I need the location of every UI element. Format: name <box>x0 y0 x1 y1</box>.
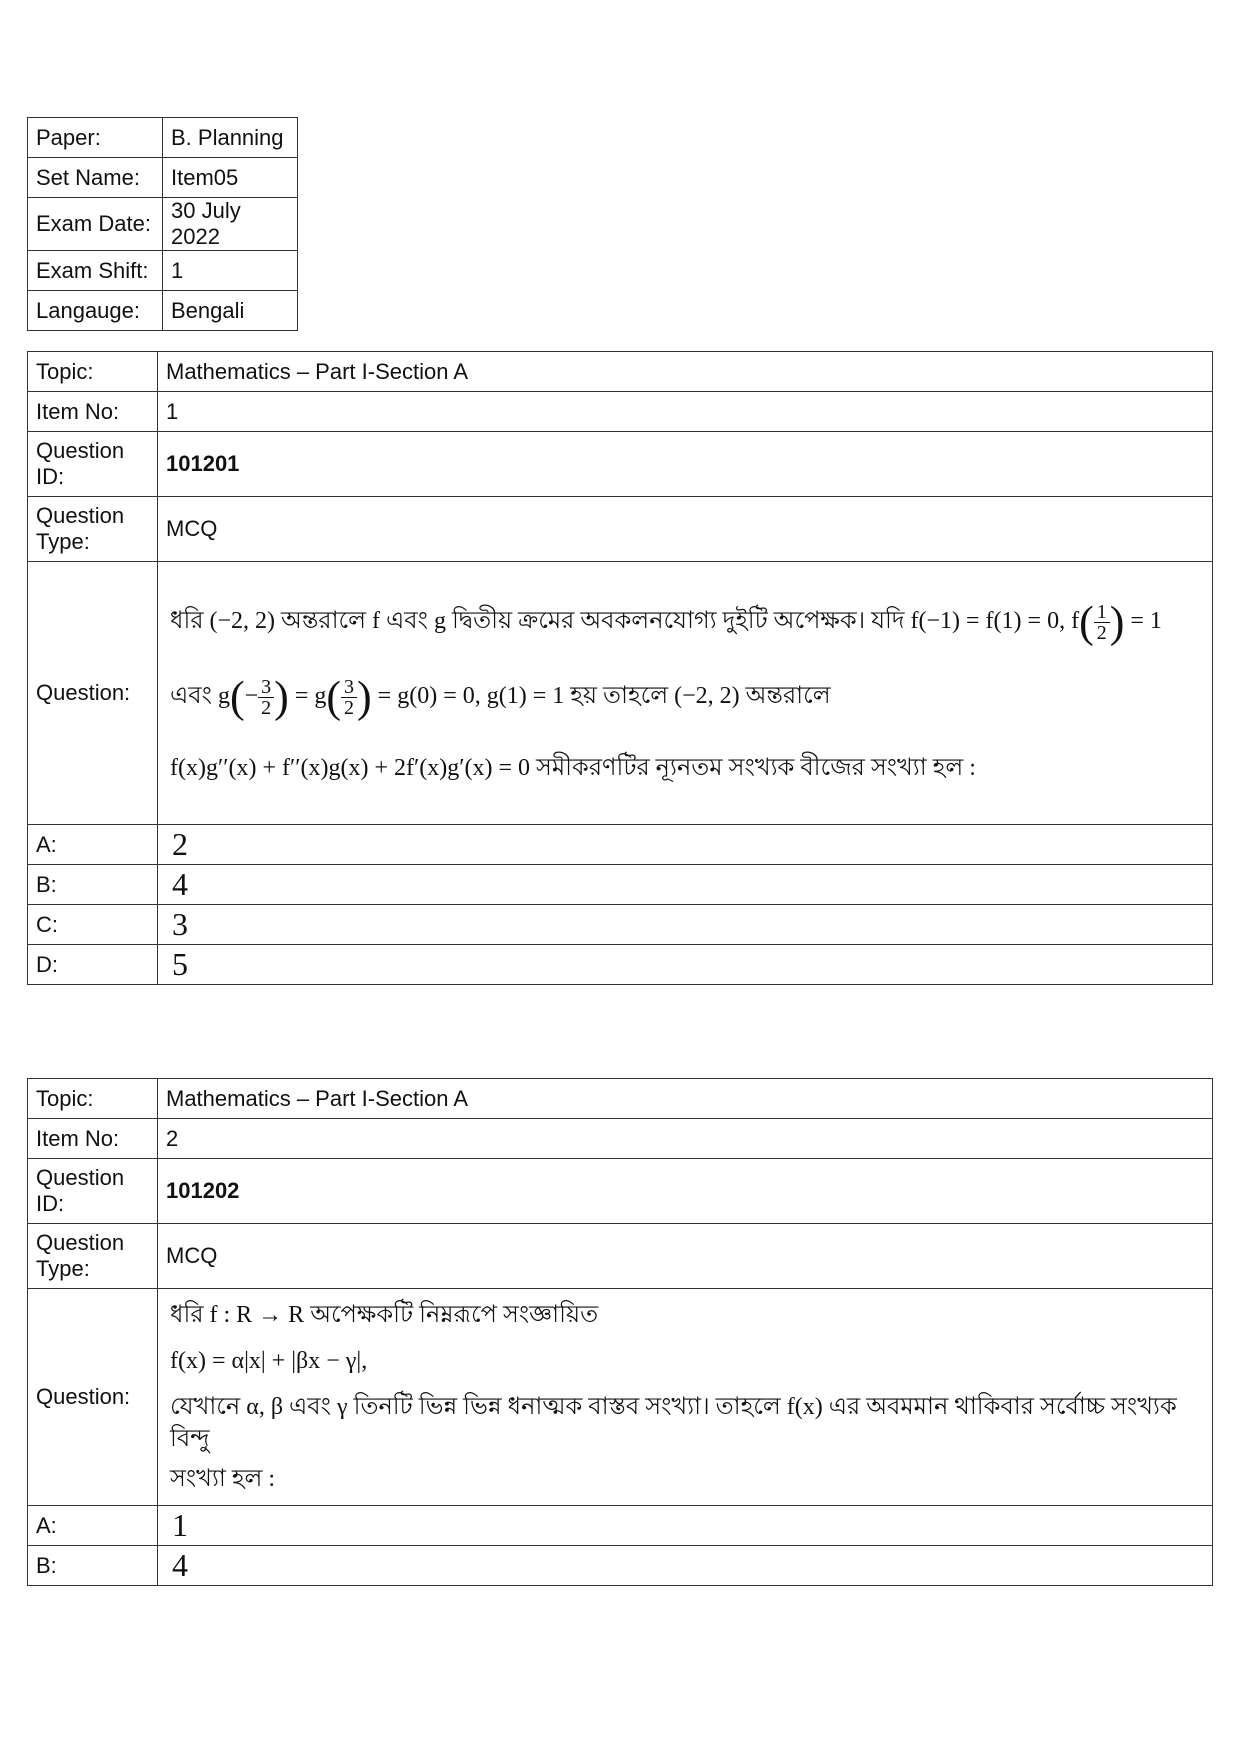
meta-label-language: Langauge: <box>28 291 163 331</box>
meta-table <box>27 117 298 331</box>
question-item-2 <box>27 1078 1213 1586</box>
question-line-2-a: এবং g <box>170 683 230 710</box>
question-item-1 <box>27 351 1213 985</box>
question-line-1: ধরি f : R → R অপেক্ষকটি নিম্নরূপে সংজ্ঞায়িত <box>170 1302 599 1328</box>
option-value-a: 1 <box>158 1506 1213 1546</box>
question-line-1-text: ধরি (−2, 2) অন্তরালে f এবং g দ্বিতীয় ক্রমের অবকলনযোগ্য দুইটি অপেক্ষক। যদি f(−1) = f(1) = 0, f <box>170 608 1080 635</box>
fraction-numerator: 3 <box>341 677 357 698</box>
item-no-row <box>28 1119 1213 1159</box>
topic-label: Topic: <box>28 1079 158 1119</box>
question-id-label: Question ID: <box>28 1159 158 1224</box>
item-no-row <box>28 392 1213 432</box>
option-value-c: 3 <box>158 905 1213 945</box>
question-line-2: এবং g(− $\frac{3}{2}$ ) = g( $\frac{3}{2}$ ) = g(0) = 0, g(1) = 1 হয় তাহলে (−2, 2) অন্তরালে <box>170 672 831 722</box>
question-text <box>158 1289 1213 1506</box>
option-row-a <box>28 1506 1213 1546</box>
item-no-value: 2 <box>158 1119 1213 1159</box>
meta-label-set-name: Set Name: <box>28 158 163 198</box>
question-id-row <box>28 1159 1213 1224</box>
topic-value: Mathematics – Part I-Section A <box>158 1079 1213 1119</box>
option-row-a <box>28 825 1213 865</box>
option-value-a: 2 <box>158 825 1213 865</box>
option-label-b: B: <box>28 1546 158 1586</box>
option-label-a: A: <box>28 1506 158 1546</box>
option-row-b <box>28 865 1213 905</box>
meta-row-set-name <box>28 158 298 198</box>
question-row <box>28 1289 1213 1506</box>
option-value-b: 4 <box>158 865 1213 905</box>
question-label: Question: <box>28 562 158 825</box>
fraction-denominator: 2 <box>1096 622 1107 644</box>
meta-row-exam-date <box>28 198 298 251</box>
topic-row <box>28 352 1213 392</box>
question-row <box>28 562 1213 825</box>
question-type-row <box>28 1224 1213 1289</box>
meta-row-paper <box>28 118 298 158</box>
meta-label-exam-date: Exam Date: <box>28 198 163 251</box>
question-line-1-tail: = 1 <box>1130 608 1162 635</box>
topic-value: Mathematics – Part I-Section A <box>158 352 1213 392</box>
meta-value-set-name: Item05 <box>163 158 298 198</box>
option-label-a: A: <box>28 825 158 865</box>
item-no-label: Item No: <box>28 392 158 432</box>
question-line-4: সংখ্যা হল : <box>170 1466 276 1492</box>
question-id-label: Question ID: <box>28 432 158 497</box>
option-label-d: D: <box>28 945 158 985</box>
question-id-value: 101201 <box>158 432 1213 497</box>
meta-value-exam-shift: 1 <box>163 251 298 291</box>
question-type-value: MCQ <box>158 497 1213 562</box>
option-value-b: 4 <box>158 1546 1213 1586</box>
option-label-b: B: <box>28 865 158 905</box>
meta-row-language <box>28 291 298 331</box>
meta-label-paper: Paper: <box>28 118 163 158</box>
question-line-3: যেখানে α, β এবং γ তিনটি ভিন্ন ভিন্ন ধনাত্মক বাস্তব সংখ্যা। তাহলে f(x) এর অবমমান থাকিবার সর্বোচ্চ সংখ্যক বিন্দু <box>170 1394 1177 1452</box>
option-value-d: 5 <box>158 945 1213 985</box>
question-text <box>158 562 1213 825</box>
question-type-label: Question Type: <box>28 497 158 562</box>
fraction-numerator: 3 <box>258 677 274 698</box>
question-id-value: 101202 <box>158 1159 1213 1224</box>
meta-value-exam-date: 30 July 2022 <box>163 198 298 251</box>
option-row-d <box>28 945 1213 985</box>
fraction-three-halves-neg <box>258 677 274 718</box>
fraction-numerator: 1 <box>1094 602 1110 623</box>
question-id-row <box>28 432 1213 497</box>
fraction-denominator: 2 <box>261 697 272 719</box>
question-label: Question: <box>28 1289 158 1506</box>
option-row-c <box>28 905 1213 945</box>
meta-row-exam-shift <box>28 251 298 291</box>
question-type-row <box>28 497 1213 562</box>
item-no-label: Item No: <box>28 1119 158 1159</box>
option-label-c: C: <box>28 905 158 945</box>
topic-label: Topic: <box>28 352 158 392</box>
question-line-1: ধরি (−2, 2) অন্তরালে f এবং g দ্বিতীয় ক্রমের অবকলনযোগ্য দুইটি অপেক্ষক। যদি f(−1) = f(1) = 0, f( $\frac{1}{2}$ ) = 1 <box>170 597 1162 647</box>
fraction-half <box>1094 602 1110 643</box>
meta-label-exam-shift: Exam Shift: <box>28 251 163 291</box>
meta-value-language: Bengali <box>163 291 298 331</box>
question-line-3: f(x)g′′(x) + f′′(x)g(x) + 2f′(x)g′(x) = 0 সমীকরণটির ন্যূনতম সংখ্যক বীজের সংখ্যা হল : <box>170 755 976 781</box>
question-type-label: Question Type: <box>28 1224 158 1289</box>
meta-value-paper: B. Planning <box>163 118 298 158</box>
topic-row <box>28 1079 1213 1119</box>
fraction-three-halves <box>341 677 357 718</box>
question-line-2-b: = g <box>294 683 327 710</box>
question-line-2: f(x) = α|x| + |βx − γ|, <box>170 1348 368 1374</box>
question-type-value: MCQ <box>158 1224 1213 1289</box>
option-row-b <box>28 1546 1213 1586</box>
question-line-2-c: = g(0) = 0, g(1) = 1 হয় তাহলে (−2, 2) অন্তরালে <box>377 683 831 710</box>
fraction-denominator: 2 <box>344 697 355 719</box>
item-no-value: 1 <box>158 392 1213 432</box>
